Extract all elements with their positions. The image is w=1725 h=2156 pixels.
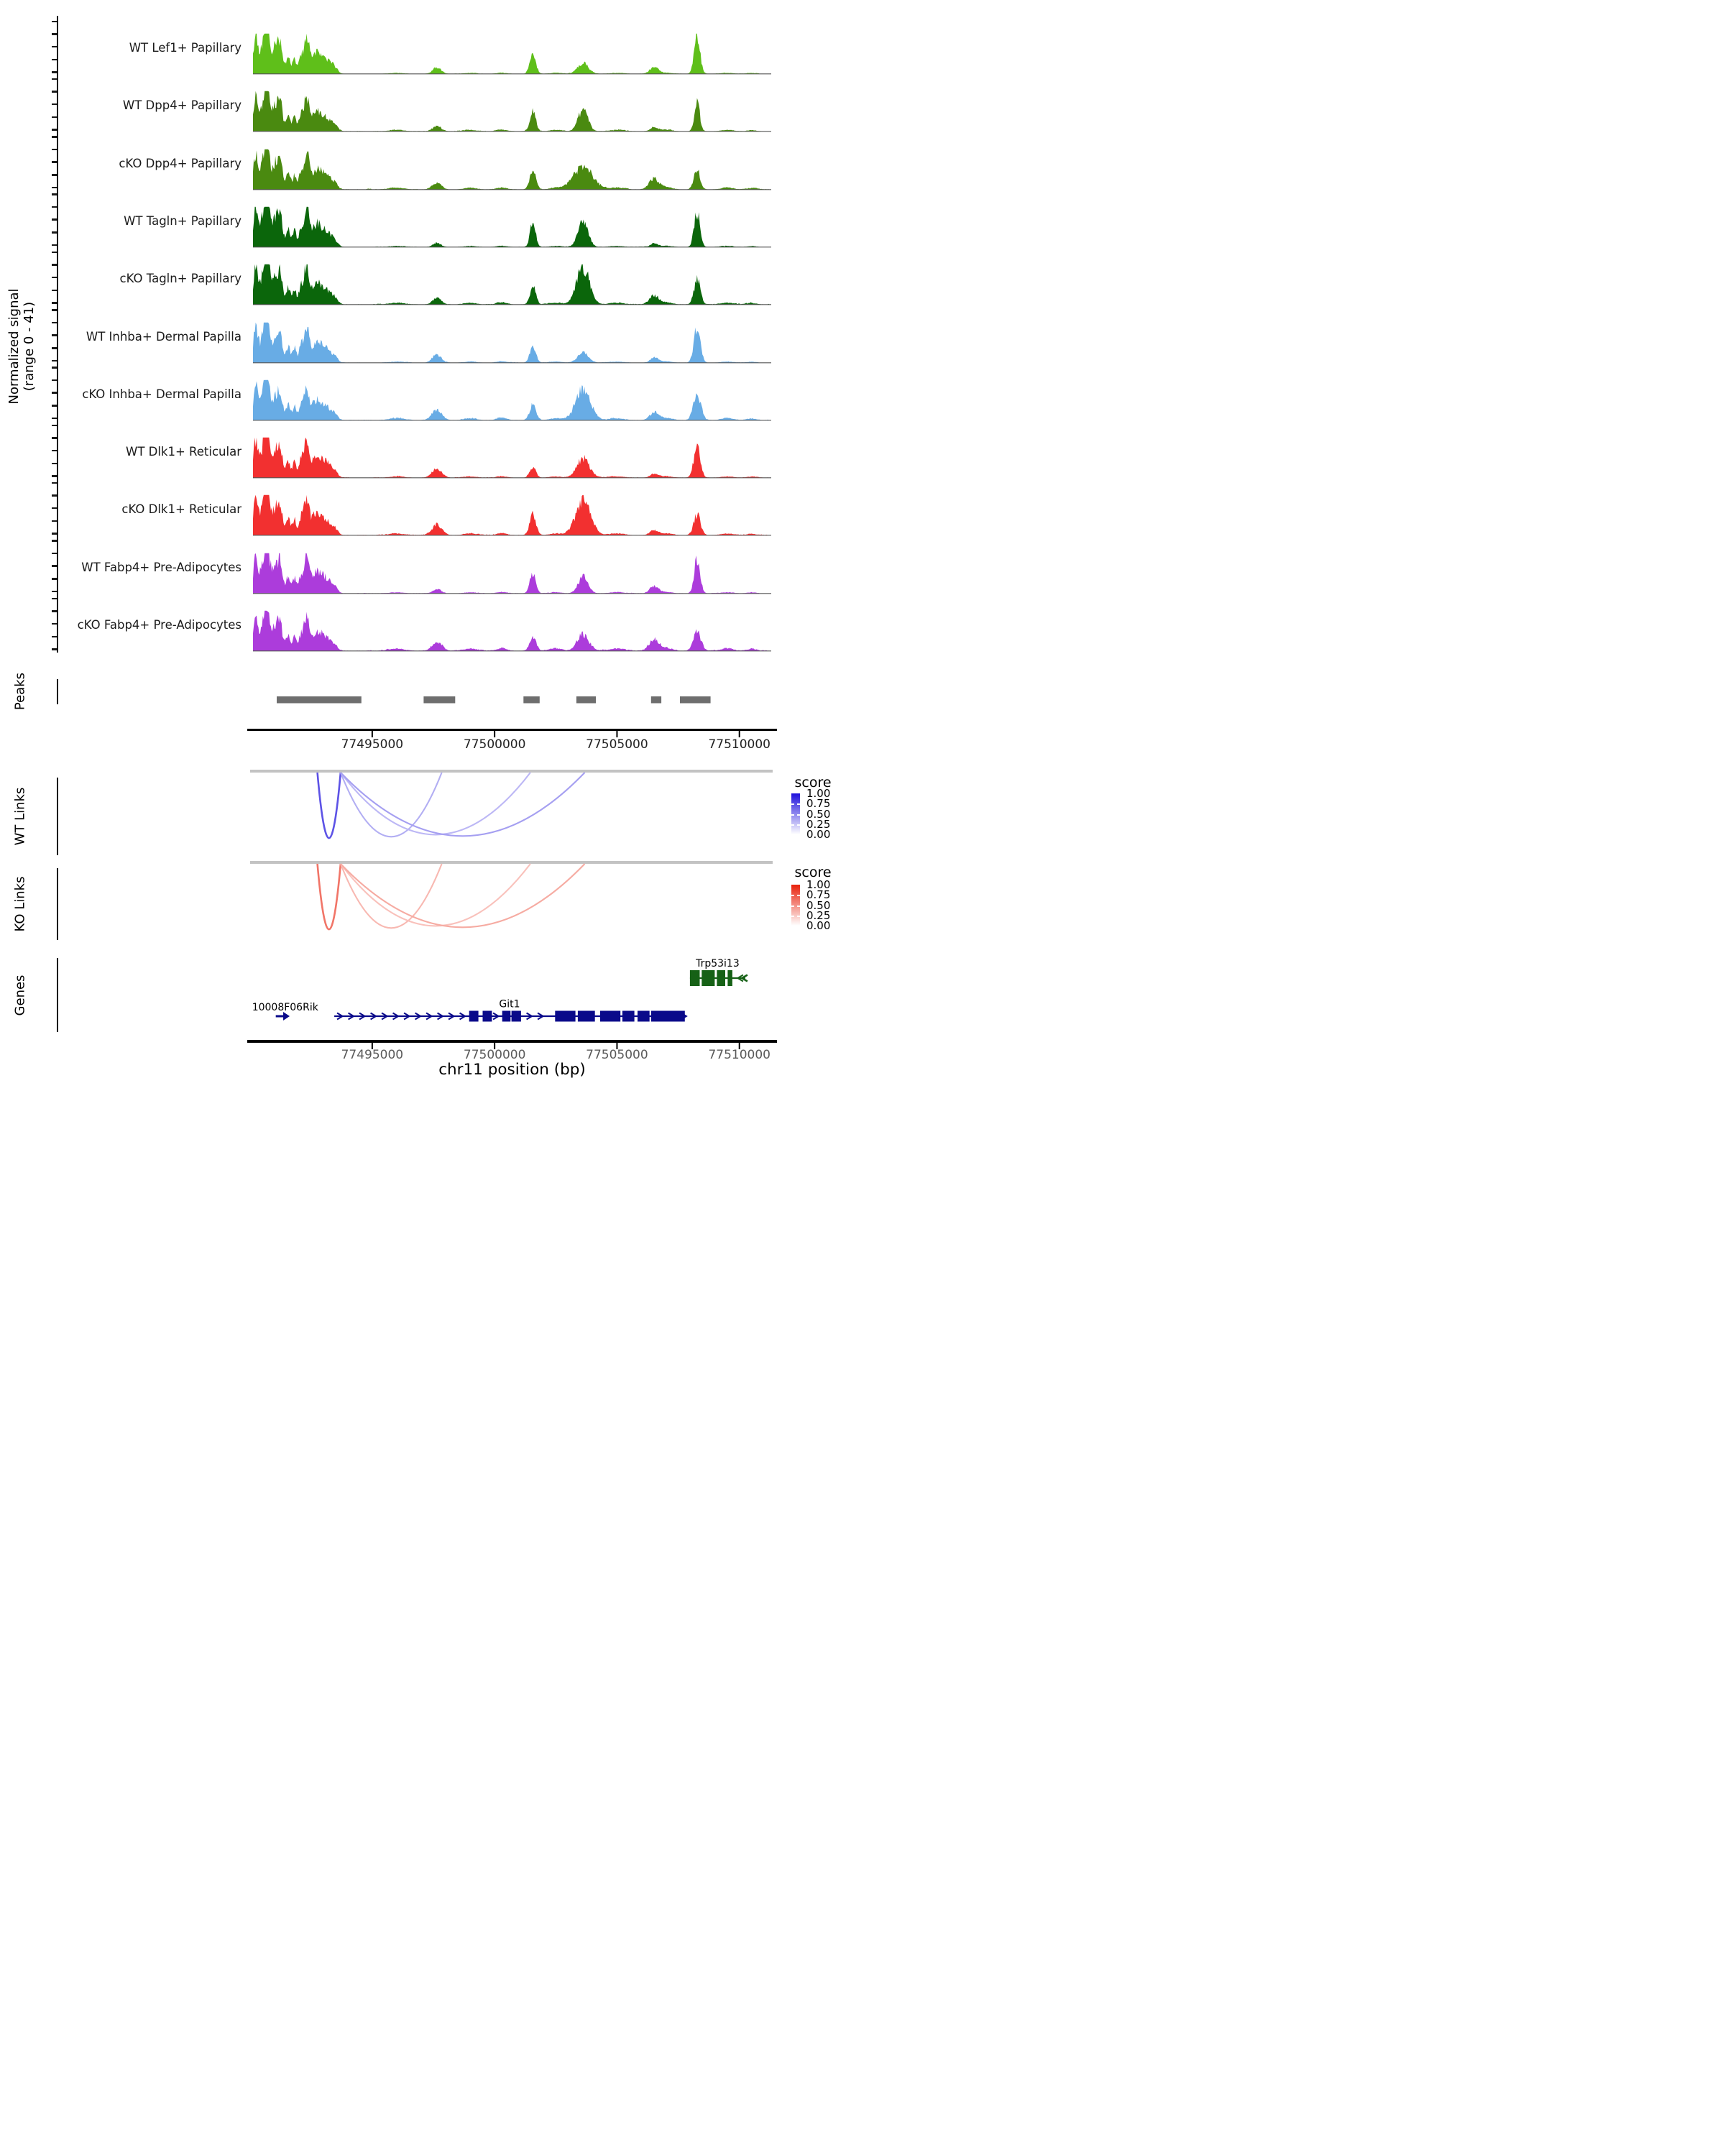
- coverage-track: [253, 552, 771, 594]
- gene-exon: [555, 1011, 575, 1022]
- wt-links-legend-title: score: [794, 775, 832, 791]
- y-axis-tick: [52, 623, 57, 625]
- track-label: WT Fabp4+ Pre-Adipocytes: [81, 560, 242, 574]
- y-axis-tick: [52, 565, 57, 567]
- y-axis-tick: [52, 174, 57, 176]
- y-axis-tick: [52, 187, 57, 189]
- gene-exon: [512, 1011, 521, 1022]
- y-axis-tick: [52, 264, 57, 266]
- y-axis-tick: [52, 193, 57, 195]
- y-axis-tick: [52, 648, 57, 650]
- y-axis-tick: [52, 116, 57, 119]
- y-axis-tick: [52, 553, 57, 555]
- y-axis-tick: [52, 379, 57, 382]
- coverage-area: [253, 264, 771, 305]
- y-axis-tick: [52, 206, 57, 208]
- wt-links-bracket: [57, 778, 59, 855]
- legend-tick-label: 0.50: [806, 807, 831, 821]
- gene-exon: [717, 970, 725, 986]
- y-axis-tick: [52, 450, 57, 452]
- y-axis-tick: [52, 71, 57, 73]
- link-arc: [318, 773, 341, 838]
- gene-exon: [727, 970, 732, 986]
- y-axis-tick: [52, 392, 57, 394]
- link-arc: [341, 773, 442, 837]
- peaks-section-label: Peaks: [12, 672, 28, 711]
- axis-tick-label: 77510000: [708, 1048, 770, 1062]
- y-axis-tick: [52, 533, 57, 535]
- axis-tick-label: 77505000: [586, 737, 648, 752]
- y-axis-tick: [52, 418, 57, 420]
- track-label: WT Inhba+ Dermal Papilla: [86, 329, 242, 344]
- legend-tick-label: 0.25: [806, 817, 831, 831]
- ko-links-legend-title: score: [794, 865, 832, 880]
- y-axis-tick: [52, 252, 57, 254]
- legend-tick-label: 0.00: [806, 919, 831, 932]
- y-axis-tick: [52, 367, 57, 369]
- y-axis-tick: [52, 494, 57, 497]
- ko-links-section-label: KO Links: [12, 876, 28, 932]
- legend-tick-label: 0.75: [806, 797, 831, 811]
- genes-bracket: [57, 958, 59, 1032]
- link-arc: [341, 773, 585, 836]
- genome-coverage-figure: [0, 0, 862, 1078]
- track-label: WT Dlk1+ Reticular: [126, 445, 242, 459]
- y-axis-tick: [52, 520, 57, 522]
- coverage-track: [253, 90, 771, 132]
- coverage-area: [253, 149, 771, 189]
- peak-interval: [576, 696, 596, 704]
- peak-interval: [277, 696, 362, 704]
- links-arcs: [253, 773, 771, 846]
- y-axis-tick: [52, 129, 57, 131]
- y-axis-tick: [52, 578, 57, 580]
- coverage-area: [253, 322, 771, 362]
- gene-exon: [651, 1011, 685, 1022]
- link-arc: [318, 864, 341, 929]
- gene-exon: [600, 1011, 620, 1022]
- coverage-track: [253, 32, 771, 75]
- gene-label: 10008F06Rik: [252, 1002, 318, 1013]
- link-arc: [341, 864, 442, 928]
- peak-interval: [680, 696, 711, 704]
- peaks-bracket: [57, 679, 59, 704]
- y-axis-tick: [52, 21, 57, 23]
- coverage-track: [253, 263, 771, 305]
- y-axis-tick: [52, 103, 57, 106]
- gene-label: Git1: [499, 998, 520, 1010]
- y-axis-tick: [52, 405, 57, 407]
- axis-tick-label: 77505000: [586, 1048, 648, 1062]
- y-axis-tick: [52, 322, 57, 324]
- y-axis-tick: [52, 482, 57, 484]
- coverage-area: [253, 495, 771, 535]
- coverage-track: [253, 609, 771, 652]
- y-axis-label-line1: Normalized signal: [6, 288, 22, 405]
- coverage-track: [253, 206, 771, 248]
- axis-tick-label: 77495000: [341, 737, 404, 752]
- peaks-track: [253, 696, 771, 704]
- genes-section-label: Genes: [12, 975, 28, 1016]
- genes-track: [253, 954, 778, 1044]
- y-axis-tick: [52, 161, 57, 163]
- axis-tick-label: 77510000: [708, 737, 770, 752]
- y-axis-tick: [52, 46, 57, 48]
- coverage-track: [253, 321, 771, 364]
- links-arcs: [253, 864, 771, 937]
- coverage-area: [253, 380, 771, 420]
- y-axis-tick: [52, 347, 57, 349]
- gene-label: Trp53i13: [696, 958, 740, 969]
- track-label: cKO Fabp4+ Pre-Adipocytes: [77, 618, 242, 632]
- coverage-area: [253, 611, 771, 651]
- legend-tick-label: 0.75: [806, 888, 831, 902]
- y-axis-tick: [52, 334, 57, 336]
- coverage-area: [253, 207, 771, 247]
- y-axis-tick: [52, 59, 57, 61]
- gene-exon: [502, 1011, 511, 1022]
- gene-exon: [483, 1011, 492, 1022]
- link-arc: [341, 864, 585, 927]
- coverage-area: [253, 438, 771, 478]
- x-axis-title: chr11 position (bp): [438, 1061, 586, 1078]
- y-axis-tick: [52, 218, 57, 221]
- gene-exon: [702, 970, 714, 986]
- y-axis-tick: [52, 136, 57, 138]
- y-axis-tick: [52, 91, 57, 93]
- y-axis-label-line2: (range 0 - 41): [22, 301, 37, 392]
- y-axis-tick: [52, 309, 57, 311]
- coverage-track: [253, 379, 771, 421]
- axis-tick-label: 77500000: [463, 737, 526, 752]
- legend-tick-label: 0.00: [806, 828, 831, 841]
- coverage-area: [253, 34, 771, 74]
- y-axis-tick: [52, 360, 57, 362]
- y-axis-tick: [52, 475, 57, 477]
- y-axis-tick: [52, 636, 57, 638]
- peak-interval: [651, 696, 661, 704]
- legend-tick-label: 0.25: [806, 908, 831, 922]
- axis-tick-label: 77495000: [341, 1048, 404, 1062]
- ko-links-bracket: [57, 868, 59, 940]
- peak-interval: [523, 696, 540, 704]
- legend-tick-label: 1.00: [806, 878, 831, 891]
- gene-exon: [578, 1011, 595, 1022]
- y-axis-tick: [52, 33, 57, 35]
- track-label: cKO Tagln+ Papillary: [119, 272, 242, 286]
- track-label: cKO Dlk1+ Reticular: [121, 502, 242, 517]
- wt-links-section-label: WT Links: [12, 787, 28, 846]
- y-axis-tick: [52, 598, 57, 600]
- track-label: WT Lef1+ Papillary: [129, 41, 242, 55]
- legend-tick-label: 1.00: [806, 787, 831, 800]
- y-axis-tick: [52, 540, 57, 542]
- gene-exon: [622, 1011, 635, 1022]
- y-axis-tick: [52, 463, 57, 465]
- y-axis-tick: [52, 302, 57, 304]
- y-axis-tick: [52, 277, 57, 279]
- y-axis-tick: [52, 437, 57, 439]
- wt-links-legend-gradient: [791, 793, 800, 834]
- coverage-track: [253, 436, 771, 479]
- y-axis-tick: [52, 425, 57, 427]
- coverage-area: [253, 91, 771, 132]
- gene-exon: [690, 970, 700, 986]
- y-axis-tick: [52, 290, 57, 292]
- gene-exon: [469, 1011, 479, 1022]
- y-axis-tick: [52, 610, 57, 612]
- coverage-track: [253, 148, 771, 190]
- track-label: WT Tagln+ Papillary: [124, 213, 242, 228]
- y-axis-tick: [52, 78, 57, 80]
- y-axis-tick: [52, 149, 57, 151]
- axis-tick-label: 77500000: [463, 1048, 526, 1062]
- ko-links-legend-gradient: [791, 885, 800, 926]
- y-axis-tick: [52, 507, 57, 510]
- y-axis-tick: [52, 591, 57, 593]
- peak-interval: [423, 696, 455, 704]
- coverage-area: [253, 553, 771, 593]
- legend-tick-label: 0.50: [806, 898, 831, 912]
- track-label: cKO Dpp4+ Papillary: [119, 156, 242, 170]
- y-axis-tick: [52, 244, 57, 247]
- track-label: cKO Inhba+ Dermal Papilla: [82, 387, 242, 401]
- y-axis-tick: [52, 231, 57, 234]
- track-label: WT Dpp4+ Papillary: [122, 98, 242, 113]
- coverage-track: [253, 494, 771, 536]
- gene-exon: [638, 1011, 650, 1022]
